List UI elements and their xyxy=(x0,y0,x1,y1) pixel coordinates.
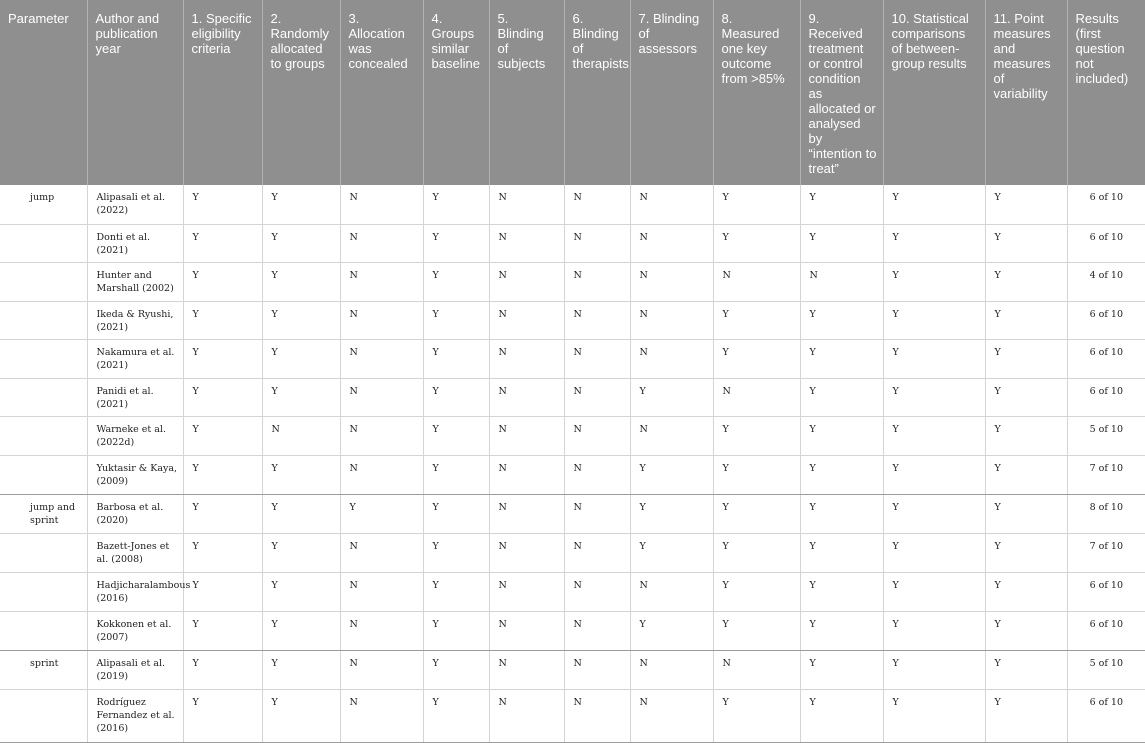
criterion-cell: N xyxy=(564,262,630,301)
criterion-cell: N xyxy=(800,262,883,301)
criterion-cell: Y xyxy=(883,301,985,339)
criterion-cell: Y xyxy=(262,533,340,572)
criterion-cell: N xyxy=(564,185,630,224)
criterion-cell: Y xyxy=(262,262,340,301)
criterion-cell: N xyxy=(489,416,564,455)
author-cell: Kokkonen et al. (2007) xyxy=(87,611,183,650)
table-row xyxy=(0,689,1145,742)
criterion-cell: N xyxy=(489,224,564,262)
criterion-cell: Y xyxy=(183,494,262,533)
criterion-cell: Y xyxy=(262,224,340,262)
criterion-cell: N xyxy=(340,416,423,455)
column-header: 2. Randomly allocated to groups xyxy=(262,0,340,185)
table-row xyxy=(0,224,1145,262)
criterion-cell: Y xyxy=(985,650,1067,689)
criterion-cell: Y xyxy=(630,494,713,533)
table-row xyxy=(0,262,1145,301)
criterion-cell: Y xyxy=(183,650,262,689)
criterion-cell: Y xyxy=(800,494,883,533)
result-cell: 5 of 10 xyxy=(1067,416,1145,455)
criterion-cell: N xyxy=(489,339,564,378)
parameter-cell xyxy=(0,689,87,742)
criterion-cell: Y xyxy=(423,533,489,572)
criterion-cell: Y xyxy=(883,572,985,611)
criterion-cell: Y xyxy=(183,572,262,611)
criterion-cell: Y xyxy=(985,494,1067,533)
criterion-cell: Y xyxy=(423,572,489,611)
criterion-cell: Y xyxy=(423,301,489,339)
author-cell: Barbosa et al. (2020) xyxy=(87,494,183,533)
column-header: 5. Blinding of subjects xyxy=(489,0,564,185)
criterion-cell: Y xyxy=(262,339,340,378)
criterion-cell: Y xyxy=(800,185,883,224)
criterion-cell: Y xyxy=(183,416,262,455)
criterion-cell: N xyxy=(340,572,423,611)
criterion-cell: Y xyxy=(800,650,883,689)
criterion-cell: Y xyxy=(262,378,340,416)
result-cell: 6 of 10 xyxy=(1067,224,1145,262)
criterion-cell: N xyxy=(564,533,630,572)
column-header: 11. Point measures and measures of variability xyxy=(985,0,1067,185)
criterion-cell: N xyxy=(630,572,713,611)
criterion-cell: Y xyxy=(985,185,1067,224)
criterion-cell: Y xyxy=(423,416,489,455)
parameter-cell xyxy=(0,533,87,572)
criterion-cell: Y xyxy=(800,689,883,742)
criterion-cell: Y xyxy=(262,611,340,650)
criterion-cell: Y xyxy=(800,378,883,416)
criterion-cell: Y xyxy=(262,455,340,494)
criterion-cell: Y xyxy=(423,378,489,416)
parameter-cell xyxy=(0,339,87,378)
table-row xyxy=(0,494,1145,533)
criterion-cell: N xyxy=(630,650,713,689)
criterion-cell: N xyxy=(630,416,713,455)
author-cell: Ikeda & Ryushi, (2021) xyxy=(87,301,183,339)
criterion-cell: Y xyxy=(183,689,262,742)
criterion-cell: N xyxy=(489,494,564,533)
column-header: 10. Statistical comparisons of between-group results xyxy=(883,0,985,185)
criterion-cell: Y xyxy=(713,533,800,572)
criterion-cell: Y xyxy=(883,650,985,689)
criterion-cell: Y xyxy=(713,185,800,224)
parameter-cell xyxy=(0,378,87,416)
criterion-cell: Y xyxy=(713,339,800,378)
criterion-cell: N xyxy=(564,301,630,339)
criterion-cell: N xyxy=(630,185,713,224)
parameter-cell xyxy=(0,572,87,611)
criterion-cell: Y xyxy=(985,224,1067,262)
criterion-cell: Y xyxy=(183,533,262,572)
criterion-cell: Y xyxy=(183,378,262,416)
author-cell: Nakamura et al. (2021) xyxy=(87,339,183,378)
criterion-cell: Y xyxy=(262,494,340,533)
result-cell: 5 of 10 xyxy=(1067,650,1145,689)
table-row xyxy=(0,301,1145,339)
criterion-cell: Y xyxy=(883,533,985,572)
author-cell: Donti et al. (2021) xyxy=(87,224,183,262)
criterion-cell: N xyxy=(713,262,800,301)
criterion-cell: Y xyxy=(630,455,713,494)
criterion-cell: Y xyxy=(713,572,800,611)
criterion-cell: N xyxy=(564,416,630,455)
criterion-cell: Y xyxy=(183,339,262,378)
table-row xyxy=(0,416,1145,455)
criterion-cell: Y xyxy=(883,416,985,455)
criterion-cell: Y xyxy=(800,572,883,611)
column-header: 3. Allocation was concealed xyxy=(340,0,423,185)
criterion-cell: N xyxy=(262,416,340,455)
criterion-cell: Y xyxy=(985,689,1067,742)
criterion-cell: Y xyxy=(183,455,262,494)
criterion-cell: N xyxy=(630,339,713,378)
column-header: Author and publication year xyxy=(87,0,183,185)
author-cell: Rodríguez Fernandez et al. (2016) xyxy=(87,689,183,742)
criterion-cell: N xyxy=(630,224,713,262)
column-header: Parameter xyxy=(0,0,87,185)
criterion-cell: Y xyxy=(985,301,1067,339)
criterion-cell: Y xyxy=(423,650,489,689)
result-cell: 7 of 10 xyxy=(1067,533,1145,572)
parameter-cell: sprint xyxy=(0,650,87,689)
parameter-cell xyxy=(0,301,87,339)
criterion-cell: Y xyxy=(262,301,340,339)
criterion-cell: Y xyxy=(985,611,1067,650)
criterion-cell: N xyxy=(713,378,800,416)
criterion-cell: N xyxy=(340,650,423,689)
criterion-cell: Y xyxy=(183,301,262,339)
criterion-cell: N xyxy=(630,301,713,339)
criterion-cell: N xyxy=(713,650,800,689)
criterion-cell: Y xyxy=(423,339,489,378)
author-cell: Hadjicharalambous (2016) xyxy=(87,572,183,611)
result-cell: 6 of 10 xyxy=(1067,689,1145,742)
criterion-cell: N xyxy=(340,301,423,339)
criterion-cell: Y xyxy=(262,650,340,689)
criterion-cell: N xyxy=(340,533,423,572)
table-row xyxy=(0,611,1145,650)
criterion-cell: Y xyxy=(800,416,883,455)
criterion-cell: N xyxy=(340,262,423,301)
criterion-cell: N xyxy=(630,262,713,301)
criterion-cell: N xyxy=(340,689,423,742)
criterion-cell: Y xyxy=(883,378,985,416)
criterion-cell: N xyxy=(489,689,564,742)
column-header: 4. Groups similar baseline xyxy=(423,0,489,185)
criterion-cell: N xyxy=(564,378,630,416)
criterion-cell: Y xyxy=(985,533,1067,572)
criterion-cell: Y xyxy=(423,689,489,742)
criterion-cell: Y xyxy=(423,185,489,224)
criterion-cell: N xyxy=(489,650,564,689)
criterion-cell: N xyxy=(489,185,564,224)
criterion-cell: Y xyxy=(423,262,489,301)
result-cell: 6 of 10 xyxy=(1067,339,1145,378)
author-cell: Panidi et al. (2021) xyxy=(87,378,183,416)
criterion-cell: Y xyxy=(800,533,883,572)
criterion-cell: Y xyxy=(883,689,985,742)
criterion-cell: N xyxy=(564,611,630,650)
column-header: 6. Blinding of therapists xyxy=(564,0,630,185)
criterion-cell: Y xyxy=(713,224,800,262)
parameter-cell xyxy=(0,416,87,455)
author-cell: Hunter and Marshall (2002) xyxy=(87,262,183,301)
criterion-cell: Y xyxy=(262,185,340,224)
criterion-cell: Y xyxy=(985,455,1067,494)
table-body xyxy=(0,185,1145,742)
criterion-cell: Y xyxy=(423,494,489,533)
criterion-cell: N xyxy=(489,262,564,301)
criterion-cell: N xyxy=(340,455,423,494)
criterion-cell: Y xyxy=(183,262,262,301)
criterion-cell: N xyxy=(489,301,564,339)
result-cell: 4 of 10 xyxy=(1067,262,1145,301)
column-header: 9. Received treatment or control condition as allocated or analysed by “intention to treat” xyxy=(800,0,883,185)
column-header: 7. Blinding of assessors xyxy=(630,0,713,185)
criterion-cell: Y xyxy=(883,611,985,650)
table-row xyxy=(0,455,1145,494)
column-header: 1. Specific eligibility criteria xyxy=(183,0,262,185)
result-cell: 6 of 10 xyxy=(1067,301,1145,339)
criterion-cell: Y xyxy=(800,224,883,262)
criterion-cell: Y xyxy=(985,416,1067,455)
criterion-cell: Y xyxy=(985,262,1067,301)
table-row xyxy=(0,378,1145,416)
criterion-cell: Y xyxy=(423,455,489,494)
criterion-cell: Y xyxy=(883,455,985,494)
author-cell: Yuktasir & Kaya, (2009) xyxy=(87,455,183,494)
column-header: Results (first question not included) xyxy=(1067,0,1145,185)
criterion-cell: N xyxy=(340,378,423,416)
criterion-cell: N xyxy=(564,224,630,262)
result-cell: 6 of 10 xyxy=(1067,611,1145,650)
result-cell: 7 of 10 xyxy=(1067,455,1145,494)
criterion-cell: Y xyxy=(985,378,1067,416)
table-row xyxy=(0,185,1145,224)
table-row xyxy=(0,533,1145,572)
criterion-cell: Y xyxy=(713,455,800,494)
parameter-cell xyxy=(0,262,87,301)
table-row xyxy=(0,650,1145,689)
author-cell: Warneke et al. (2022d) xyxy=(87,416,183,455)
author-cell: Alipasali et al. (2022) xyxy=(87,185,183,224)
criterion-cell: Y xyxy=(883,339,985,378)
criterion-cell: Y xyxy=(423,224,489,262)
author-cell: Alipasali et al. (2019) xyxy=(87,650,183,689)
criterion-cell: Y xyxy=(183,185,262,224)
criterion-cell: Y xyxy=(630,378,713,416)
criterion-cell: Y xyxy=(183,224,262,262)
criterion-cell: N xyxy=(564,455,630,494)
column-header: 8. Measured one key outcome from >85% xyxy=(713,0,800,185)
criterion-cell: Y xyxy=(883,262,985,301)
table-row xyxy=(0,339,1145,378)
criterion-cell: Y xyxy=(262,572,340,611)
result-cell: 6 of 10 xyxy=(1067,185,1145,224)
criterion-cell: Y xyxy=(985,339,1067,378)
parameter-cell xyxy=(0,611,87,650)
criterion-cell: Y xyxy=(883,494,985,533)
criterion-cell: Y xyxy=(713,689,800,742)
criterion-cell: N xyxy=(489,611,564,650)
criterion-cell: Y xyxy=(630,533,713,572)
author-cell: Bazett-Jones et al. (2008) xyxy=(87,533,183,572)
result-cell: 6 of 10 xyxy=(1067,378,1145,416)
criterion-cell: Y xyxy=(713,301,800,339)
criterion-cell: Y xyxy=(800,301,883,339)
criterion-cell: Y xyxy=(630,611,713,650)
header-row xyxy=(0,0,1145,185)
criterion-cell: Y xyxy=(262,689,340,742)
criterion-cell: Y xyxy=(883,224,985,262)
criterion-cell: Y xyxy=(800,611,883,650)
criterion-cell: N xyxy=(340,611,423,650)
criterion-cell: Y xyxy=(800,455,883,494)
table-row xyxy=(0,572,1145,611)
criterion-cell: N xyxy=(630,689,713,742)
criterion-cell: N xyxy=(564,494,630,533)
criterion-cell: Y xyxy=(713,416,800,455)
criterion-cell: Y xyxy=(713,494,800,533)
criterion-cell: N xyxy=(340,224,423,262)
criterion-cell: N xyxy=(489,378,564,416)
criterion-cell: N xyxy=(489,533,564,572)
criterion-cell: N xyxy=(564,572,630,611)
parameter-cell xyxy=(0,455,87,494)
criterion-cell: Y xyxy=(713,611,800,650)
criterion-cell: Y xyxy=(800,339,883,378)
criterion-cell: Y xyxy=(183,611,262,650)
result-cell: 8 of 10 xyxy=(1067,494,1145,533)
criterion-cell: N xyxy=(564,650,630,689)
criterion-cell: Y xyxy=(883,185,985,224)
criterion-cell: N xyxy=(489,455,564,494)
criterion-cell: N xyxy=(340,185,423,224)
parameter-cell: jump and sprint xyxy=(0,494,87,533)
result-cell: 6 of 10 xyxy=(1067,572,1145,611)
criterion-cell: Y xyxy=(340,494,423,533)
criterion-cell: Y xyxy=(985,572,1067,611)
parameter-cell: jump xyxy=(0,185,87,224)
criterion-cell: N xyxy=(564,689,630,742)
criterion-cell: N xyxy=(564,339,630,378)
criterion-cell: Y xyxy=(423,611,489,650)
criterion-cell: N xyxy=(489,572,564,611)
criterion-cell: N xyxy=(340,339,423,378)
parameter-cell xyxy=(0,224,87,262)
